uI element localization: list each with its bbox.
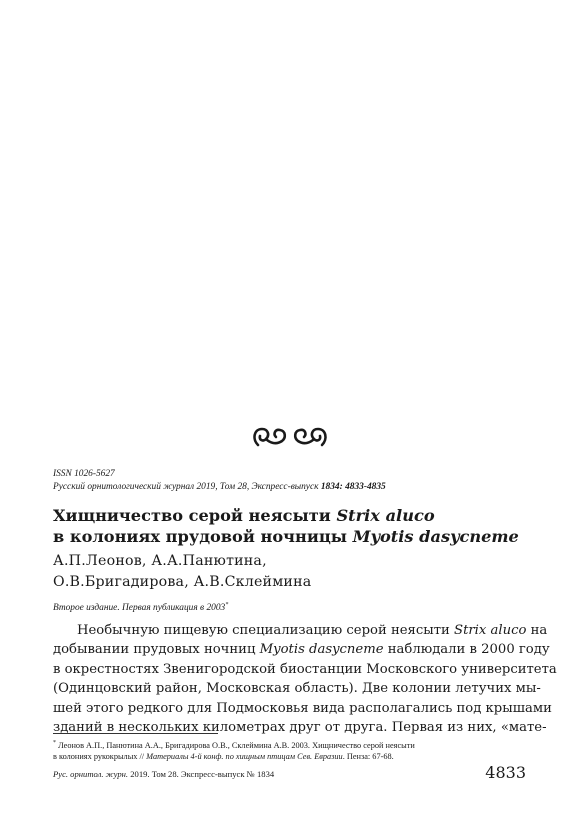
body-line: шей этого редкого для Подмосковья вида располагались под крышами (53, 700, 552, 716)
body-text: Необычную пищевую специализацию серой неясыти (77, 623, 455, 638)
footnote-text: . Пенза: 67-68. (342, 752, 394, 762)
fleuron-ornament-icon (250, 421, 330, 451)
running-footer (53, 769, 274, 779)
fleuron-ornament (0, 421, 580, 453)
author-list (53, 551, 526, 593)
page-number: 4833 (485, 763, 526, 782)
footnote-source-italic: Материалы 4-й конф. по хищным птицам Сев. Евразии (146, 752, 343, 762)
body-text: добывании прудовых ночниц (53, 642, 260, 658)
issue-number: 1834 (320, 482, 340, 492)
body-line: (Одинцовский район, Московская область). Две колонии летучих мы- (53, 681, 541, 697)
page-range: : 4833-4835 (339, 482, 386, 492)
edition-footnote-marker: * (225, 602, 229, 608)
body-line: в окрестностях Звенигородской биостанции Московского университета (53, 661, 557, 677)
body-line: зданий в нескольких километрах друг от друга. Первая из них, «мате- (53, 720, 547, 736)
authors-line-2: О.В.Бригадирова, А.В.Склеймина (53, 574, 312, 590)
title-line-2 (53, 526, 526, 547)
footnote-text: Леонов А.П., Панютина А.А., Бригадирова О.В., Склеймина А.В. 2003. Хищничество серой неясыти (56, 740, 415, 750)
body-species-italic: Strix aluco (454, 623, 527, 638)
body-text: наблюдали в 2000 году (383, 642, 550, 658)
title-line-2-text: в колониях прудовой ночницы (53, 527, 353, 546)
edition-note (53, 599, 526, 614)
footnote-line-1 (53, 738, 526, 751)
footnote-line-2 (53, 751, 526, 762)
title-line-1 (53, 505, 526, 526)
footer-issue-info: 2019. Том 28. Экспресс-выпуск № 1834 (128, 769, 275, 779)
journal-citation-text: Русский орнитологический журнал 2019, Том 28, Экспресс-выпуск (53, 482, 321, 492)
edition-note-text: Второе издание. Первая публикация в 2003 (53, 603, 226, 614)
journal-header (53, 468, 526, 494)
issn-line: ISSN 1026-5627 (53, 469, 115, 479)
footnote (53, 738, 526, 763)
footnote-text: в колониях рукокрылых // (53, 752, 147, 762)
title-species-strix: Strix aluco (336, 506, 435, 525)
body-line (53, 640, 550, 659)
title-species-myotis: Myotis dasycneme (352, 527, 519, 546)
body-line (53, 621, 548, 640)
footer-journal-abbrev: Рус. орнитол. журн. (53, 769, 129, 779)
journal-citation-line (53, 481, 526, 494)
footnote-marker: * (53, 740, 56, 746)
footnote-divider (53, 733, 218, 734)
article-title (53, 505, 526, 547)
authors-line-1: А.П.Леонов, А.А.Панютина, (53, 553, 267, 569)
body-species-italic: Myotis dasycneme (259, 642, 384, 658)
title-line-1-text: Хищничество серой неясыти (53, 506, 337, 525)
article-body (53, 621, 557, 737)
body-text: на (526, 623, 548, 638)
